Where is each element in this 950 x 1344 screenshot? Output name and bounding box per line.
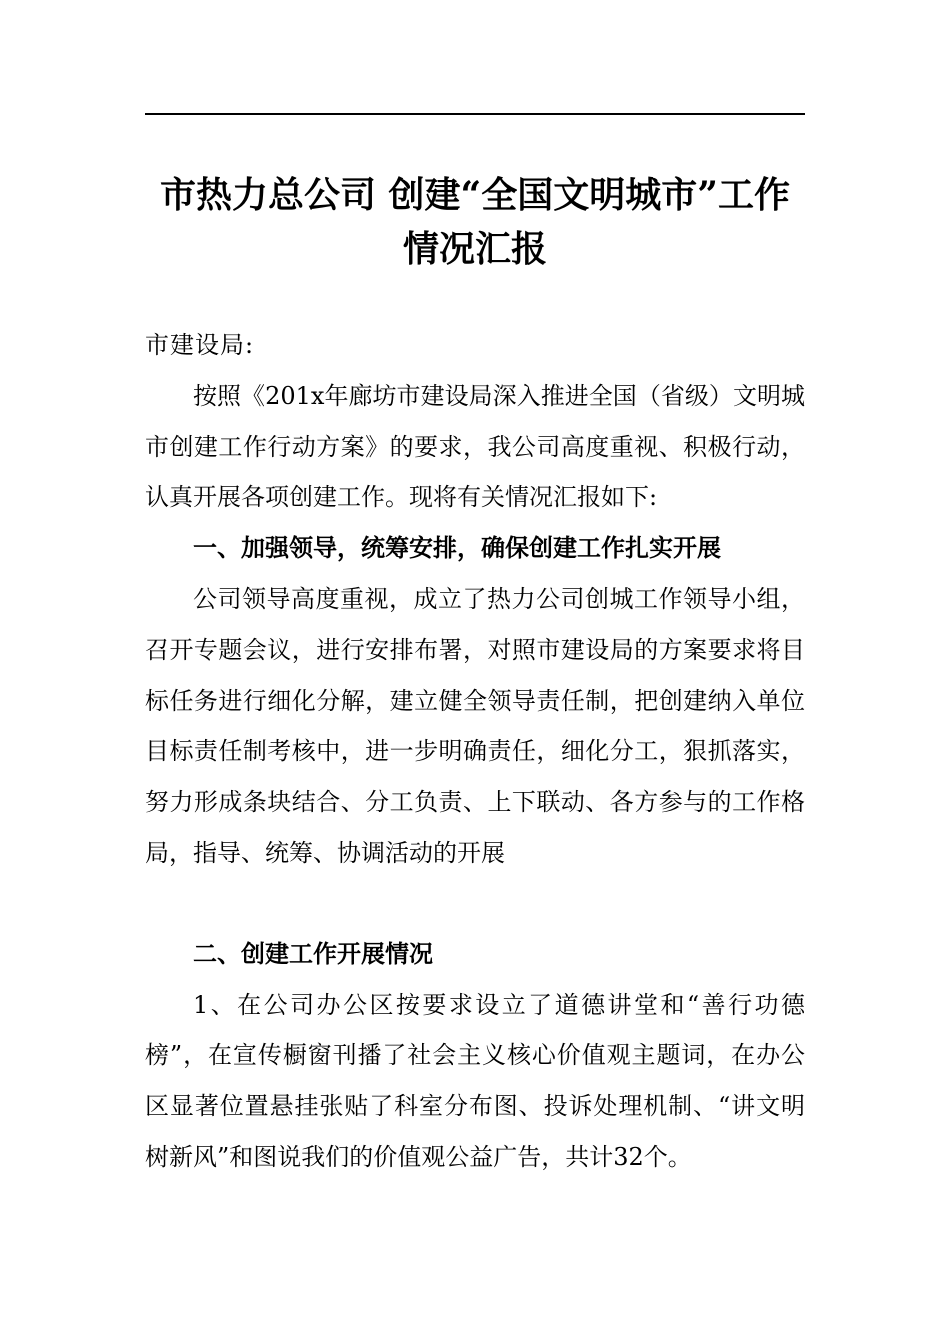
document-body: [145, 320, 805, 1183]
section-1-heading: 一、加强领导，统筹安排，确保创建工作扎实开展: [193, 534, 721, 563]
title-line-2: 情况汇报: [402, 228, 547, 270]
document-title: [145, 168, 805, 276]
section-2-heading: 二、创建工作开展情况: [193, 939, 433, 968]
intro-paragraph: 按照《201x年廊坊市建设局深入推进全国（省级）文明城市创建工作行动方案》的要求，我公司高度重视、积极行动，认真开展各项创建工作。现将有关情况汇报如下:: [145, 381, 805, 512]
salutation: 市建设局:: [145, 331, 255, 359]
title-line-1: 市热力总公司 创建“全国文明城市”工作: [160, 174, 790, 216]
section-spacer: [145, 879, 805, 929]
header-rule: [145, 113, 805, 115]
section-1-paragraph: 公司领导高度重视，成立了热力公司创城工作领导小组，召开专题会议，进行安排布署，对照市建设局的方案要求将目标任务进行细化分解，建立健全领导责任制，把创建纳入单位目标责任制考核中，进一步明确责任，细化分工，狠抓落实，努力形成条块结合、分工负责、上下联动、各方参与的工作格局，指导、统筹、协调活动的开展: [145, 584, 805, 867]
section-2-item-1: 1、在公司办公区按要求设立了道德讲堂和“善行功德榜”，在宣传橱窗刊播了社会主义核心价值观主题词，在办公区显著位置悬挂张贴了科室分布图、投诉处理机制、“讲文明树新风”和图说我们的价值观公益广告，共计32个。: [145, 990, 805, 1171]
